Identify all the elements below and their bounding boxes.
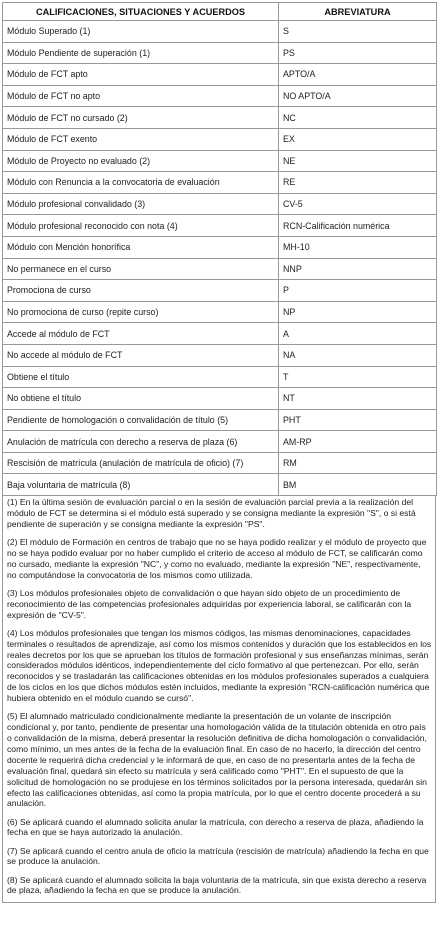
row-label: Módulo con Renuncia a la convocatoria de evaluación bbox=[3, 172, 279, 194]
footnote: (1) En la última sesión de evaluación parcial o en la sesión de evaluación parcial previa a la realización del módulo de FCT se determina si el módulo está superado y se consigna mediante la expresión "S", o si está pendiente de superación y se consigna mediante la expresión "PS". bbox=[7, 497, 416, 529]
row-label: No permanece en el curso bbox=[3, 258, 279, 280]
row-label: Módulo de FCT no cursado (2) bbox=[3, 107, 279, 129]
row-abbreviation: NA bbox=[279, 344, 437, 366]
table-row bbox=[3, 150, 437, 172]
header-abbreviation: ABREVIATURA bbox=[279, 3, 437, 21]
table-row bbox=[3, 172, 437, 194]
table-row bbox=[3, 280, 437, 302]
row-label: Módulo profesional convalidado (3) bbox=[3, 193, 279, 215]
row-abbreviation: NNP bbox=[279, 258, 437, 280]
abbreviations-document bbox=[2, 2, 436, 903]
row-label: Pendiente de homologación o convalidación de título (5) bbox=[3, 409, 279, 431]
row-label: Módulo de FCT apto bbox=[3, 64, 279, 86]
row-label: Módulo de FCT no apto bbox=[3, 85, 279, 107]
row-abbreviation: RM bbox=[279, 452, 437, 474]
footnote: (6) Se aplicará cuando el alumnado solicita anular la matrícula, con derecho a reserva de plaza, añadiendo la fecha en que se haya autorizado la anulación. bbox=[7, 816, 424, 838]
row-abbreviation: S bbox=[279, 21, 437, 43]
table-row bbox=[3, 323, 437, 345]
table-header-row bbox=[3, 3, 437, 21]
row-abbreviation: NP bbox=[279, 301, 437, 323]
row-label: Módulo de Proyecto no evaluado (2) bbox=[3, 150, 279, 172]
table-row bbox=[3, 85, 437, 107]
row-abbreviation: APTO/A bbox=[279, 64, 437, 86]
table-row bbox=[3, 236, 437, 258]
row-label: Promociona de curso bbox=[3, 280, 279, 302]
table-row bbox=[3, 344, 437, 366]
table-row bbox=[3, 21, 437, 43]
table-row bbox=[3, 388, 437, 410]
table-row bbox=[3, 452, 437, 474]
table-row bbox=[3, 42, 437, 64]
row-label: Módulo con Mención honorífica bbox=[3, 236, 279, 258]
row-abbreviation: PS bbox=[279, 42, 437, 64]
table-row bbox=[3, 128, 437, 150]
footnote: (8) Se aplicará cuando el alumnado solicita la baja voluntaria de la matrícula, sin que exista derecho a reserva de plaza, añadiendo la fecha en que se produce la anulación. bbox=[7, 874, 427, 896]
row-label: Obtiene el título bbox=[3, 366, 279, 388]
row-abbreviation: NT bbox=[279, 388, 437, 410]
footnote: (3) Los módulos profesionales objeto de convalidación o que hayan sido objeto de un procedimiento de reconocimiento de las competencias profesionales adquiridas por experiencia laboral, se calificarán con la expresión de "CV-5". bbox=[7, 587, 412, 620]
row-label: Módulo de FCT exento bbox=[3, 128, 279, 150]
table-row bbox=[3, 258, 437, 280]
table-body bbox=[3, 21, 437, 496]
row-abbreviation: RCN-Calificación numérica bbox=[279, 215, 437, 237]
row-abbreviation: NE bbox=[279, 150, 437, 172]
row-abbreviation: NO APTO/A bbox=[279, 85, 437, 107]
row-abbreviation: T bbox=[279, 366, 437, 388]
row-abbreviation: NC bbox=[279, 107, 437, 129]
table-row bbox=[3, 474, 437, 496]
row-label: No accede al módulo de FCT bbox=[3, 344, 279, 366]
footnote: (7) Se aplicará cuando el centro anula de oficio la matrícula (rescisión de matrícula) añadiendo la fecha en que se produce la anulación. bbox=[7, 845, 429, 867]
row-abbreviation: EX bbox=[279, 128, 437, 150]
row-label: Baja voluntaria de matrícula (8) bbox=[3, 474, 279, 496]
row-label: No promociona de curso (repite curso) bbox=[3, 301, 279, 323]
table-row bbox=[3, 193, 437, 215]
table-row bbox=[3, 64, 437, 86]
row-abbreviation: CV-5 bbox=[279, 193, 437, 215]
footnote: (4) Los módulos profesionales que tengan los mismos códigos, las mismas denominaciones, capacidades terminales o resultados de aprendizaje, así como los mismos contenidos y duración que los establecidos en los reales decretos por los que se aprueban los títulos de formación profesional y sus enseñanzas mínimas, serán considerados módulos idénticos, independientemente del ciclo formativo al que pertenezcan. Por ello, serán reconocidos y se trasladarán las calificaciones obtenidas en los módulos profesionales superados a cualquiera de los ciclos en los que dichos módulos estén incluidos, mediante la expresión "RCN-calificación numérica que hubiera obtenido en el módulo cuando se cursó". bbox=[7, 627, 432, 704]
row-label: Accede al módulo de FCT bbox=[3, 323, 279, 345]
row-abbreviation: PHT bbox=[279, 409, 437, 431]
table-row bbox=[3, 366, 437, 388]
row-abbreviation: RE bbox=[279, 172, 437, 194]
row-label: Rescisión de matrícula (anulación de matrícula de oficio) (7) bbox=[3, 452, 279, 474]
table-row bbox=[3, 107, 437, 129]
footnote: (2) El módulo de Formación en centros de trabajo que no se haya podido realizar y el módulo de proyecto que no se haya podido evaluar por no haber cumplido el criterio de acceso al módulo de FCT, se calificarán como no cursado, mediante la expresión "NC", y como no evaluado, mediante la expresión "NE", respectivamente, no computándose la convocatoria de los mismos como utilizada. bbox=[7, 536, 427, 580]
grades-abbreviations-table bbox=[2, 2, 437, 496]
footnote: (5) El alumnado matriculado condicionalmente mediante la presentación de un volante de inscripción condicional y, por tanto, pendiente de presentar una homologación válida de la titulación obtenida en otro país o convalidación de la misma, deberá presentar la resolución definitiva de dicha homologación o convalidación, como mínimo, un mes antes de la fecha de la evaluación final. En caso de no hacerlo, la dirección del centro docente le requerirá dicha credencial y le informará de que, en caso de no presentarla antes de la fecha de evaluación final, quedará sin efecto su matrícula y será calificado como "PHT". En el supuesto de que la solicitud de homologación no se produjese en los términos solicitados por la persona interesada, quedarán sin efecto las calificaciones obtenidas, así como la propia matrícula, por lo que el centro docente procederá a su anulación. bbox=[7, 711, 427, 809]
header-grades-situations: CALIFICACIONES, SITUACIONES Y ACUERDOS bbox=[3, 3, 279, 21]
table-row bbox=[3, 409, 437, 431]
row-abbreviation: P bbox=[279, 280, 437, 302]
row-abbreviation: BM bbox=[279, 474, 437, 496]
row-label: Módulo profesional reconocido con nota (4) bbox=[3, 215, 279, 237]
table-row bbox=[3, 301, 437, 323]
row-abbreviation: AM-RP bbox=[279, 431, 437, 453]
row-label: Módulo Pendiente de superación (1) bbox=[3, 42, 279, 64]
row-label: Módulo Superado (1) bbox=[3, 21, 279, 43]
table-row bbox=[3, 215, 437, 237]
footnotes bbox=[2, 496, 436, 903]
row-abbreviation: MH-10 bbox=[279, 236, 437, 258]
row-label: No obtiene el título bbox=[3, 388, 279, 410]
row-label: Anulación de matrícula con derecho a reserva de plaza (6) bbox=[3, 431, 279, 453]
row-abbreviation: A bbox=[279, 323, 437, 345]
table-row bbox=[3, 431, 437, 453]
